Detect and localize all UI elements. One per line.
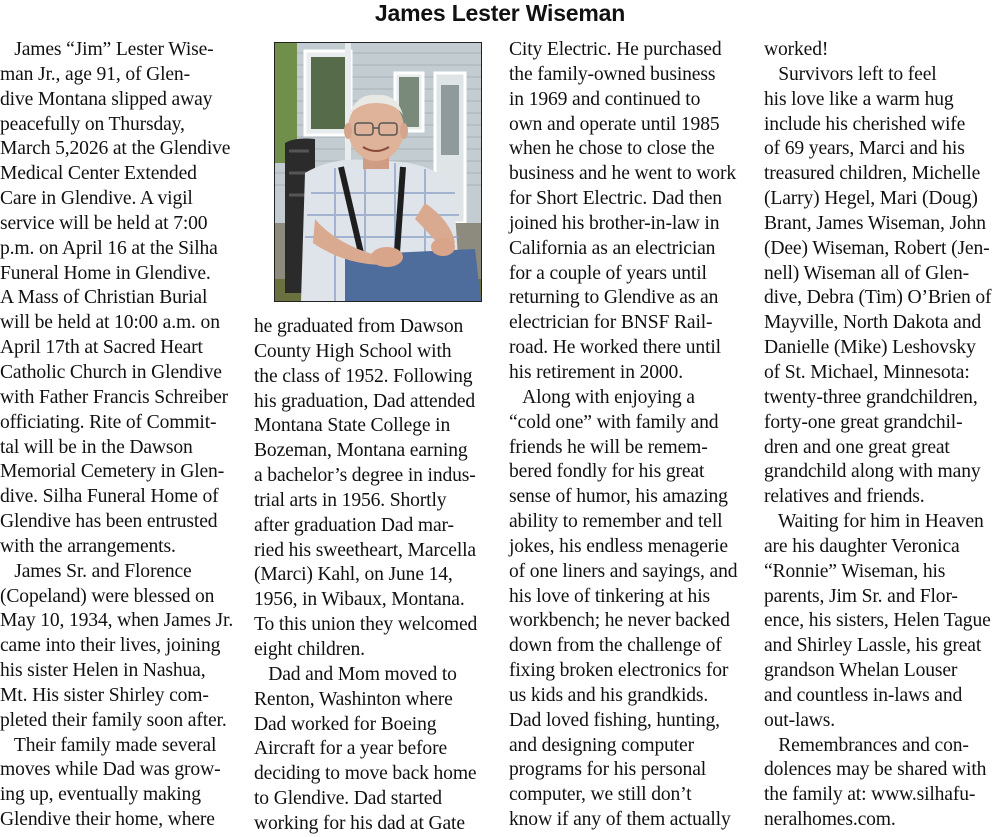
text-line: know if any of them actually xyxy=(509,809,731,831)
text-line: March 5,2026 at the Glendive xyxy=(0,138,231,160)
text-line: (Dee) Wiseman, Robert (Jen- xyxy=(764,237,990,259)
text-line: ing up, eventually making xyxy=(0,784,201,806)
text-line: ability to remember and tell xyxy=(509,511,723,533)
text-line: man Jr., age 91, of Glen- xyxy=(0,63,190,85)
text-line: returning to Glendive as an xyxy=(509,287,719,309)
text-line: relatives and friends. xyxy=(764,486,925,508)
text-line: Glendive their home, where xyxy=(0,809,215,831)
text-line: Danielle (Mike) Leshovsky xyxy=(764,337,976,359)
text-line: and Shirley Lassle, his great xyxy=(764,635,982,657)
text-line: (Marci) Kahl, on June 14, xyxy=(254,564,453,586)
text-line: of St. Michael, Minnesota: xyxy=(764,361,970,383)
text-line: Dad loved fishing, hunting, xyxy=(509,709,720,731)
portrait-photo xyxy=(274,42,482,302)
text-line: jokes, his endless menagerie xyxy=(509,535,728,557)
text-line: 1956, in Wibaux, Montana. xyxy=(254,589,465,611)
text-line: workbench; he never backed xyxy=(509,610,730,632)
text-line: “Ronnie” Wiseman, his xyxy=(764,560,946,582)
text-line: California as an electrician xyxy=(509,237,716,259)
text-line: will be held at 10:00 a.m. on xyxy=(0,312,220,334)
text-line: road. He worked there until xyxy=(509,337,721,359)
text-line: for a couple of years until xyxy=(509,262,707,284)
text-line: Renton, Washinton where xyxy=(254,688,453,710)
text-line: Bozeman, Montana earning xyxy=(254,440,468,462)
text-line: grandson Whelan Louser xyxy=(764,660,958,682)
text-line: of 69 years, Marci and his xyxy=(764,138,965,160)
text-line: tal will be in the Dawson xyxy=(0,436,193,458)
text-line: peacefully on Thursday, xyxy=(0,113,185,135)
text-line: May 10, 1934, when James Jr. xyxy=(0,610,234,632)
text-line: dive. Silha Funeral Home of xyxy=(0,486,219,508)
text-line: nell) Wiseman all of Glen- xyxy=(764,262,969,284)
text-line: for Short Electric. Dad then xyxy=(509,188,722,210)
text-line: the family at: www.silhafu- xyxy=(764,784,976,806)
text-line: dive, Debra (Tim) O’Brien of xyxy=(764,287,992,309)
text-line: Care in Glendive. A vigil xyxy=(0,188,193,210)
text-line: when he chose to close the xyxy=(509,138,715,160)
text-line: he graduated from Dawson xyxy=(254,316,464,337)
column-4 xyxy=(764,38,1000,833)
text-line: business and he went to work xyxy=(509,163,737,185)
text-line: Catholic Church in Glendive xyxy=(0,361,222,383)
text-line: Brant, James Wiseman, John xyxy=(764,212,986,234)
text-line: A Mass of Christian Burial xyxy=(0,287,208,309)
text-line: deciding to move back home xyxy=(254,763,477,785)
column-1 xyxy=(0,38,240,833)
text-line: Funeral Home in Glendive. xyxy=(0,262,211,284)
text-line: worked! xyxy=(764,39,829,60)
text-line: friends he will be remem- xyxy=(509,436,708,458)
text-line: Along with enjoying a xyxy=(509,386,695,408)
text-line: fixing broken electronics for xyxy=(509,660,729,682)
text-line: “cold one” with family and xyxy=(509,411,719,433)
text-line: Dad worked for Boeing xyxy=(254,713,437,735)
text-line: Memorial Cemetery in Glen- xyxy=(0,461,225,483)
headline: James Lester Wiseman xyxy=(374,0,626,26)
text-line: with the arrangements. xyxy=(0,535,176,557)
text-line: computer, we still don’t xyxy=(509,784,692,806)
text-line: his retirement in 2000. xyxy=(509,361,683,383)
text-line: Their family made several xyxy=(0,734,217,756)
text-line: ried his sweetheart, Marcella xyxy=(254,539,476,561)
text-line: Montana State College in xyxy=(254,415,451,437)
text-line: sense of humor, his amazing xyxy=(509,486,728,508)
text-line: ence, his sisters, Helen Tague xyxy=(764,610,991,632)
text-line: James Sr. and Florence xyxy=(0,560,192,582)
text-line: and designing computer xyxy=(509,734,694,756)
text-line: Survivors left to feel xyxy=(764,63,937,85)
text-line: programs for his personal xyxy=(509,759,707,781)
text-line: neralhomes.com. xyxy=(764,809,896,831)
text-line: us kids and his grandkids. xyxy=(509,684,709,706)
text-line: pleted their family soon after. xyxy=(0,709,227,731)
text-line: p.m. on April 16 at the Silha xyxy=(0,237,218,259)
text-line: dolences may be shared with xyxy=(764,759,987,781)
text-line: (Larry) Hegel, Mari (Doug) xyxy=(764,188,978,210)
text-line: dren and one great great xyxy=(764,436,950,458)
column-2 xyxy=(254,315,494,837)
text-line: dive Montana slipped away xyxy=(0,88,213,110)
text-line: his love of tinkering at his xyxy=(509,585,710,607)
text-line: Dad and Mom moved to xyxy=(254,663,457,685)
text-line: Aircraft for a year before xyxy=(254,738,447,760)
text-line: (Copeland) were blessed on xyxy=(0,585,215,607)
text-line: a bachelor’s degree in indus- xyxy=(254,465,476,487)
text-line: came into their lives, joining xyxy=(0,635,221,657)
text-line: electrician for BNSF Rail- xyxy=(509,312,713,334)
text-line: joined his brother-in-law in xyxy=(509,212,720,234)
text-line: service will be held at 7:00 xyxy=(0,212,208,234)
text-line: eight children. xyxy=(254,638,365,660)
text-line: the class of 1952. Following xyxy=(254,365,473,387)
text-line: Glendive has been entrusted xyxy=(0,511,218,533)
text-line: are his daughter Veronica xyxy=(764,535,960,557)
text-line: trial arts in 1956. Shortly xyxy=(254,489,447,511)
text-line: and countless in-laws and xyxy=(764,684,963,706)
text-line: in 1969 and continued to xyxy=(509,88,701,110)
text-line: James “Jim” Lester Wise- xyxy=(0,39,214,60)
text-line: his graduation, Dad attended xyxy=(254,390,476,412)
text-line: his love like a warm hug xyxy=(764,88,954,110)
text-line: own and operate until 1985 xyxy=(509,113,720,135)
text-line: April 17th at Sacred Heart xyxy=(0,337,203,359)
text-line: City Electric. He purchased xyxy=(509,39,722,60)
text-line: parents, Jim Sr. and Flor- xyxy=(764,585,958,607)
text-line: Medical Center Extended xyxy=(0,163,197,185)
text-line: treasured children, Michelle xyxy=(764,163,981,185)
text-line: the family-owned business xyxy=(509,63,716,85)
text-line: Remembrances and con- xyxy=(764,734,969,756)
text-line: include his cherished wife xyxy=(764,113,966,135)
text-line: To this union they welcomed xyxy=(254,614,478,636)
text-line: down from the challenge of xyxy=(509,635,722,657)
column-3 xyxy=(509,38,749,833)
text-line: County High School with xyxy=(254,340,452,362)
text-line: working for his dad at Gate xyxy=(254,812,465,834)
text-line: bered fondly for his great xyxy=(509,461,705,483)
text-line: Mt. His sister Shirley com- xyxy=(0,684,209,706)
text-line: moves while Dad was grow- xyxy=(0,759,221,781)
text-line: out-laws. xyxy=(764,709,836,731)
text-line: grandchild along with many xyxy=(764,461,981,483)
text-line: with Father Francis Schreiber xyxy=(0,386,228,408)
text-line: officiating. Rite of Commit- xyxy=(0,411,217,433)
text-line: his sister Helen in Nashua, xyxy=(0,660,206,682)
text-line: of one liners and sayings, and xyxy=(509,560,738,582)
text-line: forty-one great grandchil- xyxy=(764,411,963,433)
text-line: after graduation Dad mar- xyxy=(254,514,454,536)
text-line: Mayville, North Dakota and xyxy=(764,312,982,334)
text-line: to Glendive. Dad started xyxy=(254,788,442,810)
text-line: twenty-three grandchildren, xyxy=(764,386,978,408)
text-line: Waiting for him in Heaven xyxy=(764,511,984,533)
